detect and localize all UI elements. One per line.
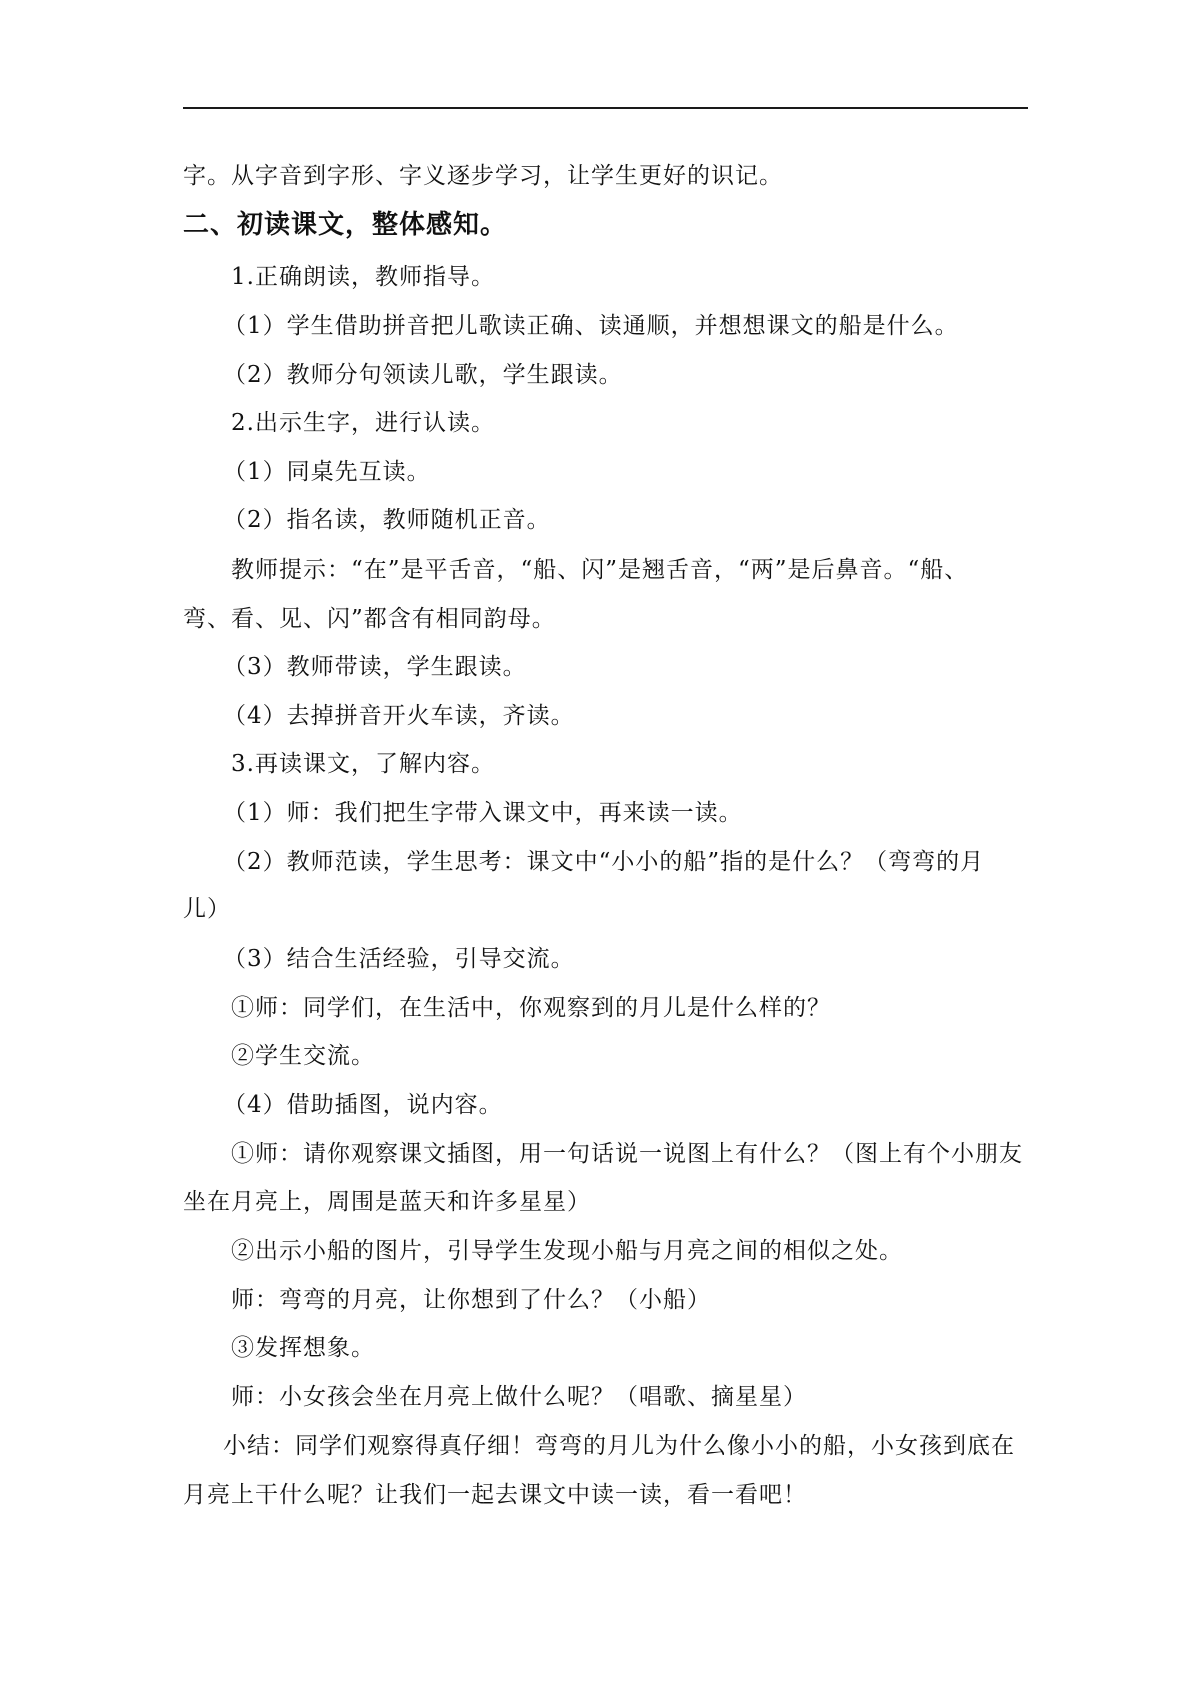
- paragraph-line: 坐在月亮上，周围是蓝天和许多星星）: [183, 1189, 591, 1215]
- list-item: （4）去掉拼音开火车读，齐读。: [223, 703, 575, 729]
- list-item: （3）结合生活经验，引导交流。: [223, 946, 575, 972]
- summary-line: 月亮上干什么呢？让我们一起去课文中读一读，看一看吧！: [183, 1482, 807, 1508]
- header-rule: [183, 107, 1028, 109]
- list-item: ①师：同学们，在生活中，你观察到的月儿是什么样的？: [231, 995, 831, 1021]
- section-heading: 二、初读课文，整体感知。: [183, 210, 508, 240]
- list-item: （3）教师带读，学生跟读。: [223, 654, 527, 680]
- list-item: ②出示小船的图片，引导学生发现小船与月亮之间的相似之处。: [231, 1238, 903, 1264]
- list-item: （2）教师范读，学生思考：课文中“小小的船”指的是什么？（弯弯的月: [223, 849, 985, 875]
- list-item: ②学生交流。: [231, 1043, 375, 1069]
- paragraph-line: 字。从字音到字形、字义逐步学习，让学生更好的识记。: [183, 163, 783, 189]
- list-item: （1）同桌先互读。: [223, 459, 431, 485]
- list-item: （1）师：我们把生字带入课文中，再来读一读。: [223, 800, 743, 826]
- paragraph-line: 师：小女孩会坐在月亮上做什么呢？（唱歌、摘星星）: [231, 1384, 807, 1410]
- step-heading: 1.正确朗读，教师指导。: [231, 264, 495, 290]
- list-item: （4）借助插图，说内容。: [223, 1092, 503, 1118]
- list-item: （2）教师分句领读儿歌，学生跟读。: [223, 362, 623, 388]
- paragraph-line: 儿）: [183, 896, 231, 922]
- list-item: ①师：请你观察课文插图，用一句话说一说图上有什么？（图上有个小朋友: [231, 1141, 1023, 1167]
- paragraph-line: 师：弯弯的月亮，让你想到了什么？（小船）: [231, 1287, 711, 1313]
- step-heading: 3.再读课文，了解内容。: [231, 751, 495, 777]
- list-item: ③发挥想象。: [231, 1335, 375, 1361]
- list-item: （1）学生借助拼音把儿歌读正确、读通顺，并想想课文的船是什么。: [223, 313, 959, 339]
- step-heading: 2.出示生字，进行认读。: [231, 410, 495, 436]
- paragraph-line: 教师提示：“在”是平舌音，“船、闪”是翘舌音，“两”是后鼻音。“船、: [231, 557, 969, 583]
- paragraph-line: 弯、看、见、闪”都含有相同韵母。: [183, 606, 556, 632]
- list-item: （2）指名读，教师随机正音。: [223, 507, 551, 533]
- summary-line: 小结：同学们观察得真仔细！弯弯的月儿为什么像小小的船，小女孩到底在: [223, 1433, 1015, 1459]
